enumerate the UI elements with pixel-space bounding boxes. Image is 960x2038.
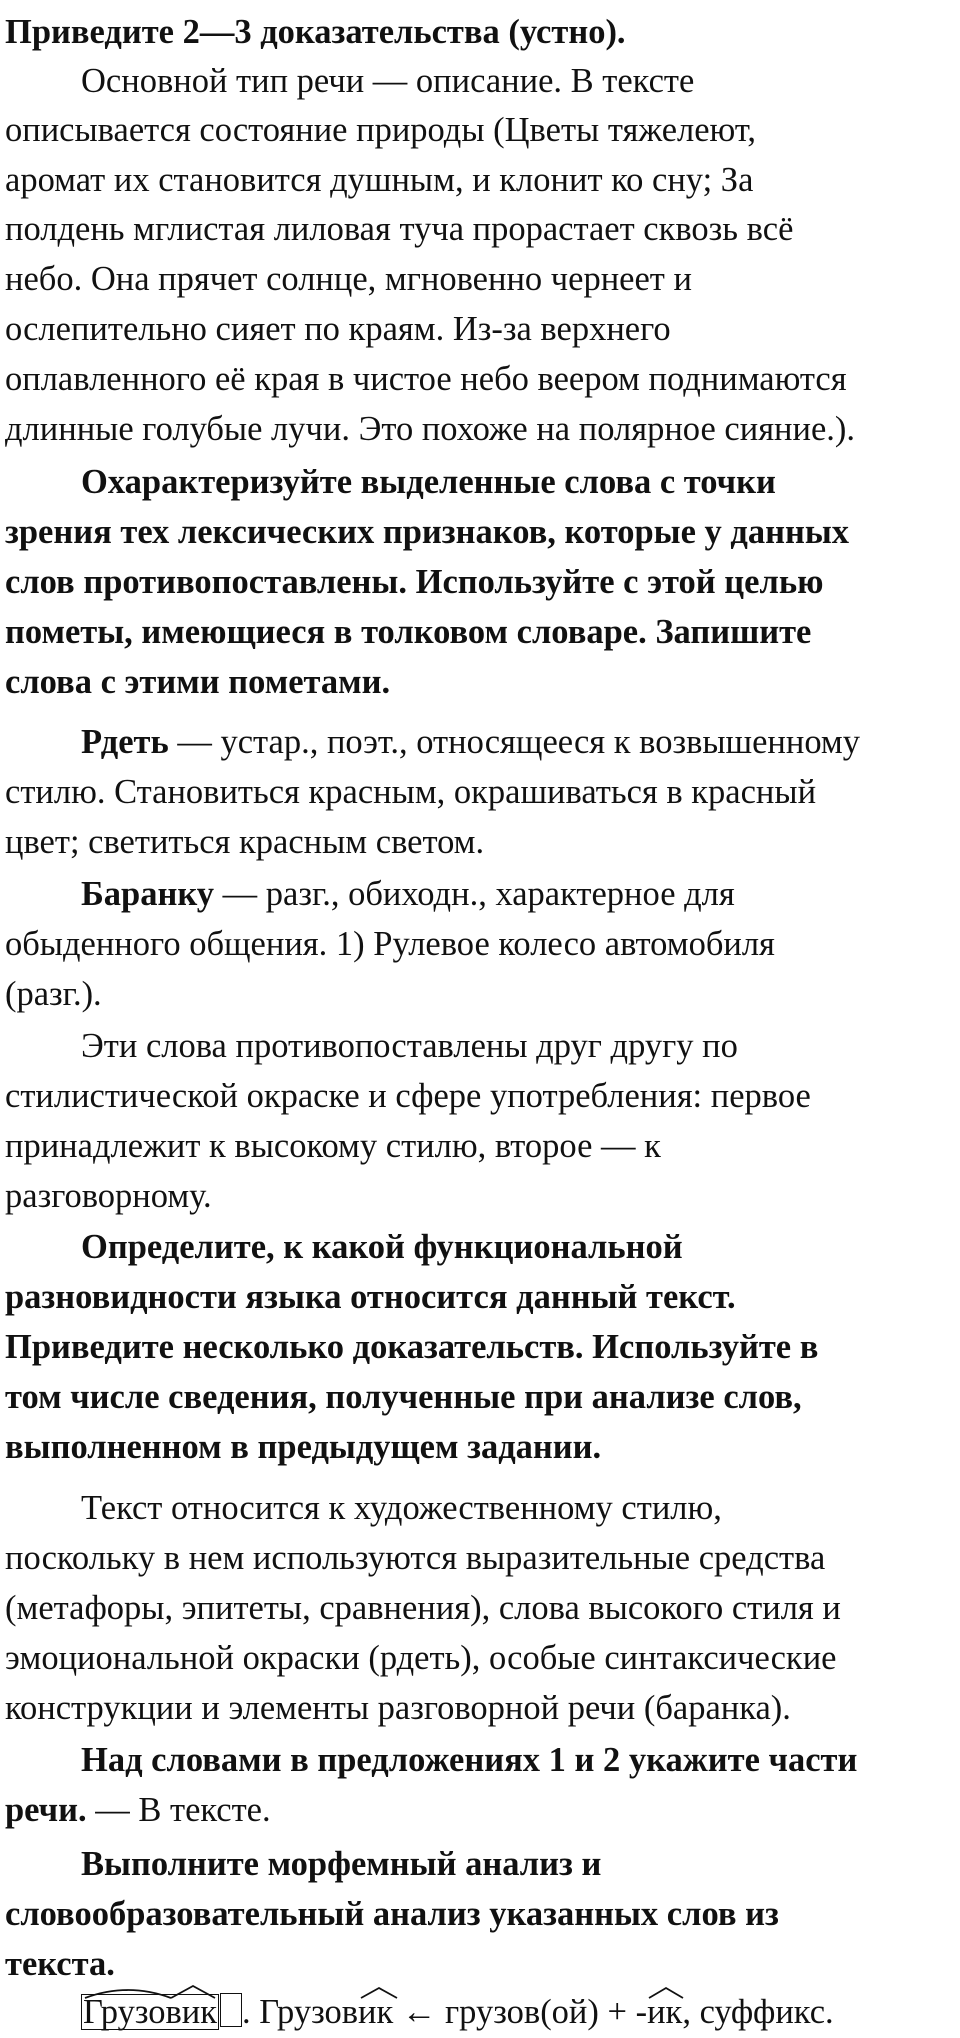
answer-text-line: принадлежит к высокому стилю, второе — к [5,1127,661,1165]
answer-text-line: (метафоры, эпитеты, сравнения), слова высокого стиля и [5,1589,841,1627]
derivation-text: . Грузови [242,1993,377,2031]
task-heading-style: выполненном в предыдущем задании. [5,1428,602,1466]
derivation-text: ← грузов(ой) + - [393,1993,648,2031]
answer-text-line: длинные голубые лучи. Это похоже на полярное сияние.). [5,410,856,448]
task-heading-morpheme: текста. [5,1945,115,1983]
task-heading-parts-of-speech: Над словами в предложениях 1 и 2 укажите части [81,1741,858,1779]
answer-text-line: цвет; светиться красным светом. [5,823,485,861]
task-heading-style: Приведите несколько доказательств. Используйте в [5,1328,819,1366]
definition-text: — устар., поэт., относящееся к возвышенному [168,723,861,761]
answer-text-line: описывается состояние природы (Цветы тяжелеют, [5,111,756,149]
answer-text-line: оплавленного её края в чистое небо веером поднимаются [5,360,847,398]
derivation-text: , суффикс. [682,1993,834,2031]
answer-text-line: эмоциональной окраски (рдеть), особые синтаксические [5,1639,837,1677]
task-heading-lexical: зрения тех лексических признаков, которые у данных [5,513,850,551]
task-heading-style: Определите, к какой функциональной [81,1228,683,1266]
term-rdet: Рдеть [81,723,169,761]
morpheme-word [81,1992,242,2032]
answer-text-line: полдень мглистая лиловая туча прорастает сквозь всё [5,210,794,248]
definition-line [81,722,860,762]
task-heading-lexical: Охарактеризуйте выделенные слова с точки [81,463,776,501]
answer-text-line: разговорному. [5,1177,212,1215]
suffix-morpheme [647,1992,682,2032]
answer-text-line: Основной тип речи — описание. В тексте [81,62,695,100]
answer-text-line: стилю. Становиться красным, окрашиваться в красный [5,773,817,811]
task-heading-lexical: слов противопоставлены. Используйте с этой целью [5,563,824,601]
answer-text-line: аромат их становится душным, и клонит ко сну; За [5,161,754,199]
suffix-text: ик [647,1993,683,2031]
answer-text-line: поскольку в нем используются выразительные средства [5,1539,826,1577]
term-baranku: Баранку [81,875,215,913]
task-heading-parts-of-speech: речи. [5,1791,87,1829]
task-heading-style: том числе сведения, полученные при анализе слов, [5,1378,802,1416]
answer-text-line: стилистической окраске и сфере употребления: первое [5,1077,811,1115]
answer-text-line: обыденного общения. 1) Рулевое колесо автомобиля [5,925,775,963]
definition-text: — разг., обиходн., характерное для [214,875,735,913]
definition-line [81,874,735,914]
task-heading-lexical: слова с этими пометами. [5,663,391,701]
derivation-text: к [376,1993,394,2031]
task-heading-style: разновидности языка относится данный текст. [5,1278,736,1316]
answer-text-line: Текст относится к художественному стилю, [81,1489,722,1527]
morpheme-analysis-line [81,1992,834,2032]
word-stem-frame [81,1994,219,2030]
answer-text-line: небо. Она прячет солнце, мгновенно чернеет и [5,260,692,298]
task-heading-lexical: пометы, имеющиеся в толковом словаре. Запишите [5,613,812,651]
answer-in-text: — В тексте. [86,1791,271,1829]
answer-text-line: (разг.). [5,975,102,1013]
task-heading-morpheme: словообразовательный анализ указанных слов из [5,1895,779,1933]
suffix-mark-letter [377,1992,394,2032]
task-parts-of-speech [5,1790,271,1830]
task-parts-of-speech [81,1740,857,1780]
answer-text-line: конструкции и элементы разговорной речи (баранка). [5,1689,791,1727]
answer-text-line: Эти слова противопоставлены друг другу по [81,1027,738,1065]
stem-word: Грузовик [83,1993,218,2031]
task-heading-morpheme: Выполните морфемный анализ и [81,1845,602,1883]
zero-ending-box [220,1993,242,2027]
task-heading-proofs: Приведите 2—3 доказательства (устно). [5,13,626,51]
answer-text-line: ослепительно сияет по краям. Из-за верхнего [5,310,671,348]
